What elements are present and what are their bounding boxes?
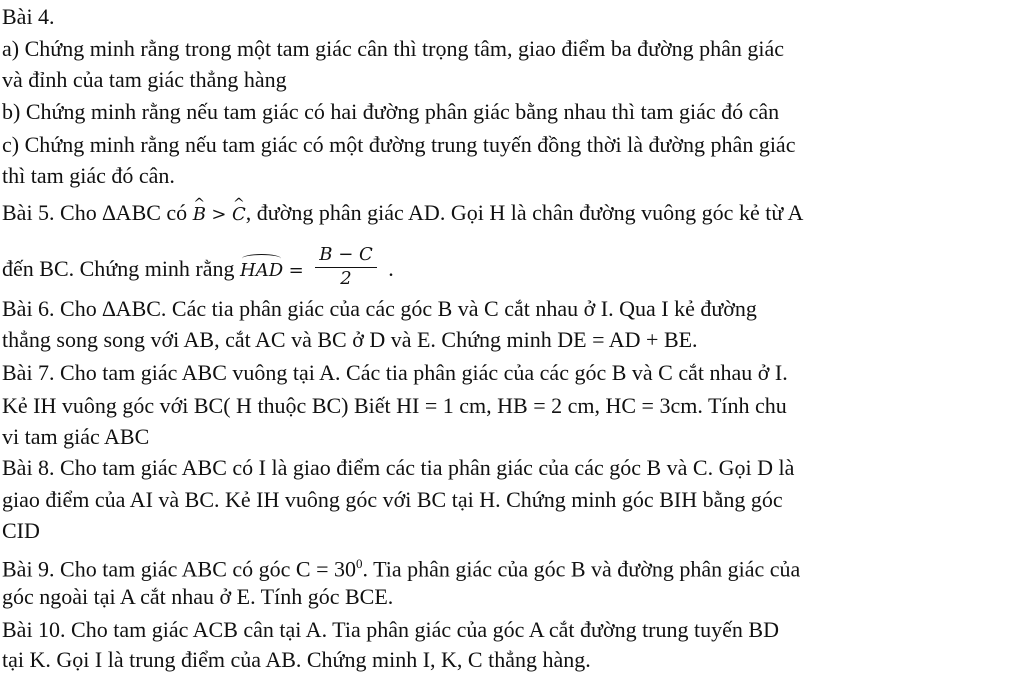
fraction-denominator: 2 bbox=[340, 268, 352, 289]
equals-sign: = bbox=[288, 260, 304, 282]
bai5-line1-pre: Bài 5. Cho ∆ABC có bbox=[2, 200, 188, 225]
bai5-line1 bbox=[2, 200, 803, 226]
bai8-line2: giao điểm của AI và BC. Kẻ IH vuông góc với BC tại H. Chứng minh góc BIH bằng góc bbox=[2, 487, 783, 512]
bai7-line2: Kẻ IH vuông góc với BC( H thuộc BC) Biết HI = 1 cm, HB = 2 cm, HC = 3cm. Tính chu bbox=[2, 393, 787, 418]
bai4-title: Bài 4. bbox=[2, 4, 55, 29]
bai4-a-line2: và đỉnh của tam giác thẳng hàng bbox=[2, 67, 287, 92]
bai10-line1: Bài 10. Cho tam giác ACB cân tại A. Tia phân giác của góc A cắt đường trung tuyến BD bbox=[2, 617, 779, 642]
degree-superscript: 0 bbox=[356, 556, 363, 571]
bai7-line1: Bài 7. Cho tam giác ABC vuông tại A. Các tia phân giác của các góc B và C cắt nhau ở I. bbox=[2, 360, 788, 385]
bai7-line3: vi tam giác ABC bbox=[2, 424, 150, 449]
bai6-line1: Bài 6. Cho ∆ABC. Các tia phân giác của các góc B và C cắt nhau ở I. Qua I kẻ đường bbox=[2, 296, 757, 321]
fraction bbox=[315, 244, 377, 290]
bai5-end: . bbox=[388, 256, 394, 282]
bai5-line1-post: , đường phân giác AD. Gọi H là chân đường vuông góc kẻ từ A bbox=[245, 200, 804, 225]
bai9-line1 bbox=[2, 551, 801, 582]
bai8-line3: CID bbox=[2, 518, 40, 543]
greater-than: > bbox=[211, 204, 227, 225]
bai10-line2: tại K. Gọi I là trung điểm của AB. Chứng minh I, K, C thẳng hàng. bbox=[2, 647, 591, 672]
bai4-c-line1: c) Chứng minh rằng nếu tam giác có một đường trung tuyến đồng thời là đường phân giác bbox=[2, 132, 796, 157]
bai6-line2: thẳng song song với AB, cắt AC và BC ở D và E. Chứng minh DE = AD + BE. bbox=[2, 327, 698, 352]
bai5-line2 bbox=[2, 244, 394, 289]
fraction-numerator: B − C bbox=[315, 244, 377, 268]
angle-c-hat: ^ C bbox=[232, 202, 246, 228]
angle-b-hat: ^ B bbox=[193, 202, 206, 228]
bai5-line2-pre: đến BC. Chứng minh rằng bbox=[2, 256, 235, 282]
bai8-line1: Bài 8. Cho tam giác ABC có I là giao điểm các tia phân giác của các góc B và C. Gọi D là bbox=[2, 455, 795, 480]
bai4-b: b) Chứng minh rằng nếu tam giác có hai đường phân giác bằng nhau thì tam giác đó cân bbox=[2, 99, 780, 124]
angle-had: HAD bbox=[240, 258, 283, 284]
bai4-c-line2: thì tam giác đó cân. bbox=[2, 163, 175, 188]
bai9-line1-post: . Tia phân giác của góc B và đường phân giác của bbox=[362, 556, 801, 582]
bai4-a-line1: a) Chứng minh rằng trong một tam giác cân thì trọng tâm, giao điểm ba đường phân giác bbox=[2, 36, 785, 61]
bai9-line2: góc ngoài tại A cắt nhau ở E. Tính góc BCE. bbox=[2, 584, 394, 609]
bai9-line1-pre: Bài 9. Cho tam giác ABC có góc C = 30 bbox=[2, 556, 356, 582]
